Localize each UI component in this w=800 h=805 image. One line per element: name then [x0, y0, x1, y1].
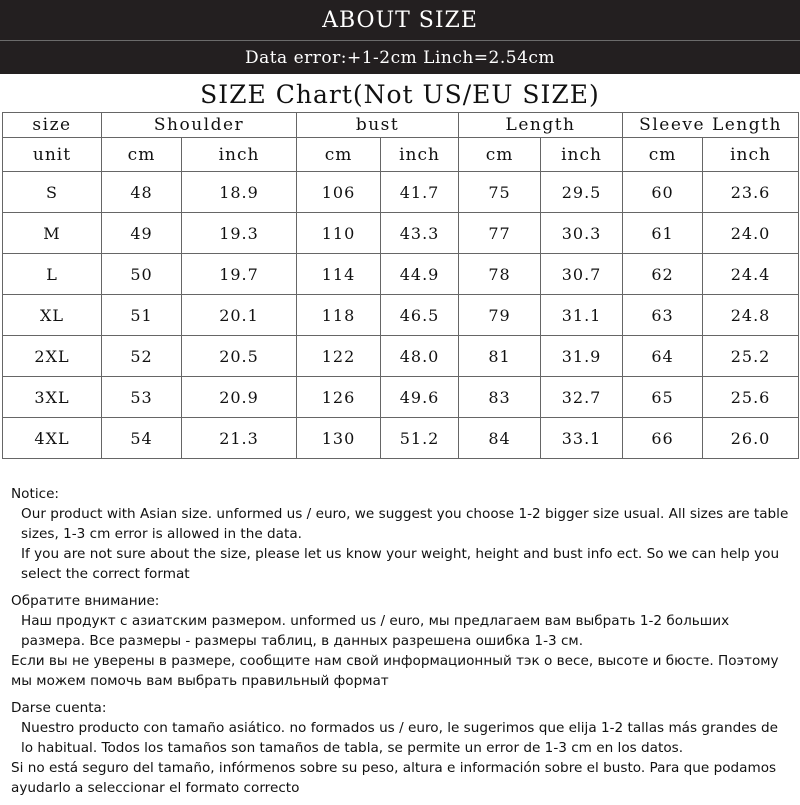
measurement-cell: 44.9	[381, 254, 459, 295]
measurement-cell: 64	[623, 336, 703, 377]
measurement-cell: 77	[459, 213, 541, 254]
measurement-cell: 18.9	[182, 172, 297, 213]
measurement-cell: 20.5	[182, 336, 297, 377]
unit-header: cm	[102, 138, 182, 172]
notice-ru-text: Наш продукт с азиатским размером. unformed us / euro, мы предлагаем вам выбрать 1-2 больших размера. Все размеры - размеры таблиц, в данных разрешена ошибка 1-3 см.	[21, 613, 730, 649]
header-banner	[0, 0, 800, 74]
header-divider	[0, 40, 800, 41]
measurement-cell: 61	[623, 213, 703, 254]
measurement-cell: 24.8	[703, 295, 799, 336]
bust-group-header: bust	[297, 113, 459, 138]
measurement-cell: 51.2	[381, 418, 459, 459]
measurement-cell: 20.9	[182, 377, 297, 418]
measurement-cell: 84	[459, 418, 541, 459]
table-row	[3, 213, 799, 254]
measurement-cell: 31.9	[541, 336, 623, 377]
unit-header: inch	[541, 138, 623, 172]
table-row	[3, 377, 799, 418]
measurement-cell: 31.1	[541, 295, 623, 336]
notice-spanish	[11, 698, 791, 798]
measurement-cell: 48.0	[381, 336, 459, 377]
measurement-cell: 46.5	[381, 295, 459, 336]
measurement-cell: 81	[459, 336, 541, 377]
unit-header: cm	[459, 138, 541, 172]
notice-es-heading: Darse cuenta:	[11, 700, 107, 716]
measurement-cell: 63	[623, 295, 703, 336]
measurement-cell: 43.3	[381, 213, 459, 254]
table-row	[3, 172, 799, 213]
measurement-cell: 62	[623, 254, 703, 295]
measurement-cell: 24.0	[703, 213, 799, 254]
size-cell: 3XL	[3, 377, 102, 418]
table-row	[3, 254, 799, 295]
measurement-cell: 50	[102, 254, 182, 295]
measurement-cell: 49	[102, 213, 182, 254]
size-cell: M	[3, 213, 102, 254]
data-error-note: Data error:+1-2cm Linch=2.54cm	[244, 48, 556, 68]
measurement-cell: 79	[459, 295, 541, 336]
unit-label: unit	[3, 138, 102, 172]
size-cell: XL	[3, 295, 102, 336]
notice-ru-text: Если вы не уверены в размере, сообщите нам свой информационный тэк о весе, высоте и бюсте. Поэтому мы можем помочь вам выбрать правильный формат	[11, 653, 779, 689]
measurement-cell: 51	[102, 295, 182, 336]
notice-en-heading: Notice:	[11, 486, 60, 502]
measurement-cell: 83	[459, 377, 541, 418]
table-header-row	[3, 113, 799, 138]
table-row	[3, 295, 799, 336]
notice-russian	[11, 591, 791, 691]
size-table-body	[3, 172, 799, 459]
measurement-cell: 23.6	[703, 172, 799, 213]
table-row	[3, 418, 799, 459]
measurement-cell: 110	[297, 213, 381, 254]
table-unit-row	[3, 138, 799, 172]
size-column-header: size	[3, 113, 102, 138]
measurement-cell: 60	[623, 172, 703, 213]
measurement-cell: 54	[102, 418, 182, 459]
size-cell: 2XL	[3, 336, 102, 377]
header-title: ABOUT SIZE	[322, 8, 478, 33]
notice-es-text: Si no está seguro del tamaño, infórmenos sobre su peso, altura e información sobre el busto. Para que podamos ayudarlo a seleccionar el formato correcto	[11, 760, 777, 796]
length-group-header: Length	[459, 113, 623, 138]
notice-ru-heading: Обратите внимание:	[11, 593, 160, 609]
measurement-cell: 25.2	[703, 336, 799, 377]
size-table	[2, 112, 799, 459]
measurement-cell: 118	[297, 295, 381, 336]
notice-en-text: Our product with Asian size. unformed us / euro, we suggest you choose 1-2 bigger size usual. All sizes are table sizes, 1-3 cm error is allowed in the data.	[21, 506, 789, 542]
size-cell: L	[3, 254, 102, 295]
measurement-cell: 21.3	[182, 418, 297, 459]
measurement-cell: 25.6	[703, 377, 799, 418]
measurement-cell: 65	[623, 377, 703, 418]
measurement-cell: 48	[102, 172, 182, 213]
measurement-cell: 78	[459, 254, 541, 295]
notice-section	[11, 484, 791, 805]
measurement-cell: 49.6	[381, 377, 459, 418]
measurement-cell: 106	[297, 172, 381, 213]
measurement-cell: 53	[102, 377, 182, 418]
size-chart-title: SIZE Chart(Not US/EU SIZE)	[200, 80, 600, 109]
unit-header: inch	[703, 138, 799, 172]
unit-header: inch	[182, 138, 297, 172]
measurement-cell: 32.7	[541, 377, 623, 418]
unit-header: inch	[381, 138, 459, 172]
measurement-cell: 75	[459, 172, 541, 213]
sleeve-length-group-header: Sleeve Length	[623, 113, 799, 138]
size-cell: S	[3, 172, 102, 213]
measurement-cell: 122	[297, 336, 381, 377]
measurement-cell: 114	[297, 254, 381, 295]
measurement-cell: 30.3	[541, 213, 623, 254]
unit-header: cm	[623, 138, 703, 172]
notice-es-text: Nuestro producto con tamaño asiático. no formados us / euro, le sugerimos que elija 1-2 tallas más grandes de lo habitual. Todos los tamaños son tamaños de tabla, se permite un error de 1-3 cm en los datos.	[21, 720, 778, 756]
shoulder-group-header: Shoulder	[102, 113, 297, 138]
table-row	[3, 336, 799, 377]
measurement-cell: 41.7	[381, 172, 459, 213]
measurement-cell: 30.7	[541, 254, 623, 295]
measurement-cell: 24.4	[703, 254, 799, 295]
measurement-cell: 130	[297, 418, 381, 459]
unit-header: cm	[297, 138, 381, 172]
measurement-cell: 52	[102, 336, 182, 377]
measurement-cell: 126	[297, 377, 381, 418]
measurement-cell: 66	[623, 418, 703, 459]
measurement-cell: 33.1	[541, 418, 623, 459]
size-cell: 4XL	[3, 418, 102, 459]
measurement-cell: 26.0	[703, 418, 799, 459]
measurement-cell: 19.7	[182, 254, 297, 295]
measurement-cell: 29.5	[541, 172, 623, 213]
notice-english	[11, 484, 791, 584]
measurement-cell: 20.1	[182, 295, 297, 336]
measurement-cell: 19.3	[182, 213, 297, 254]
notice-en-text: If you are not sure about the size, please let us know your weight, height and bust info ect. So we can help you select the correct format	[21, 546, 780, 582]
